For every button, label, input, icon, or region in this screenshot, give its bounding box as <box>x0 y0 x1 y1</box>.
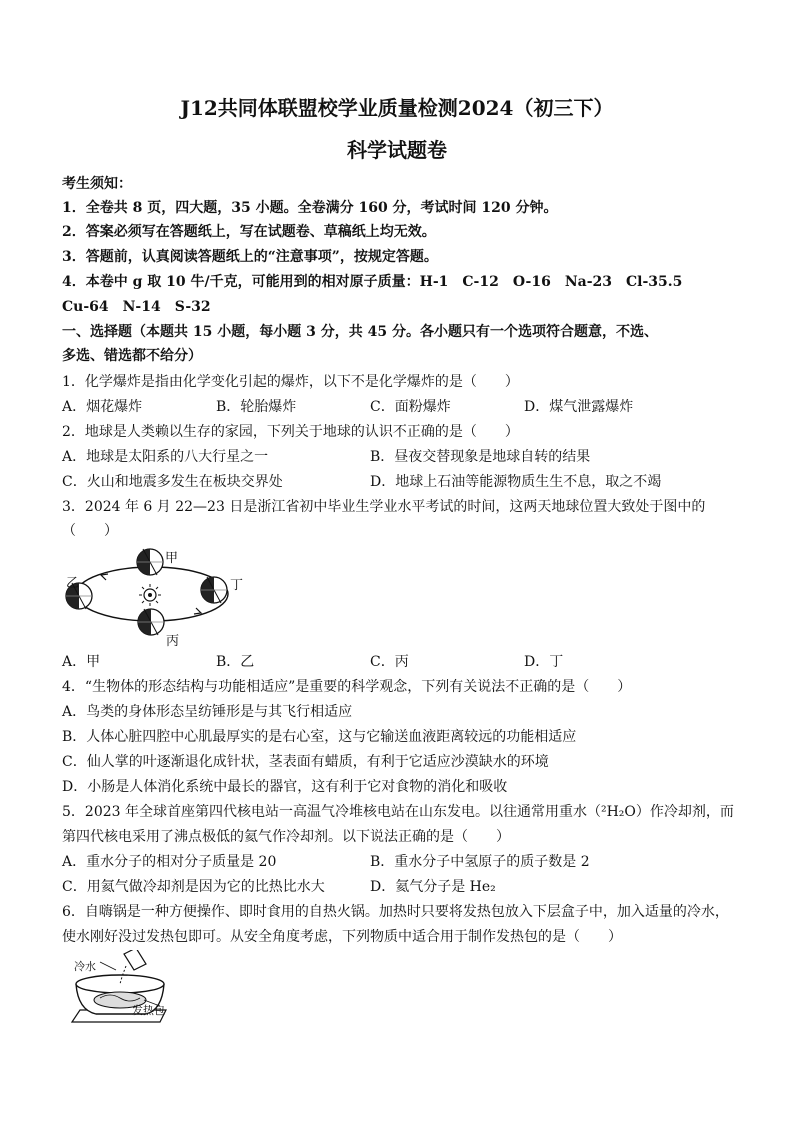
q2-option-b: B．昼夜交替现象是地球自转的结果 <box>370 449 591 465</box>
section-heading: 一、选择题（本题共 15 小题，每小题 3 分，共 45 分。各小题只有一个选项符合题意，不选、 <box>62 324 658 340</box>
figure-label-yi: 乙 <box>66 576 80 591</box>
question-2-stem: 2．地球是人类赖以生存的家园，下列关于地球的认识不正确的是（ ） <box>62 424 519 440</box>
question-6-stem-cont: 使水刚好没过发热包即可。从安全角度考虑，下列物质中适合用于制作发热包的是（ ） <box>62 929 622 945</box>
q2-option-d: D．地球上石油等能源物质生生不息，取之不竭 <box>370 474 662 490</box>
q1-option-c: C．面粉爆炸 <box>370 399 451 415</box>
q2-option-a: A．地球是太阳系的八大行星之一 <box>62 449 269 465</box>
question-6-stem: 6．自嗨锅是一种方便操作、即时食用的自热火锅。加热时只要将发热包放入下层盒子中，加入适量的冷水， <box>62 904 729 920</box>
q5-option-c: C．用氦气做冷却剂是因为它的比热比水大 <box>62 879 325 895</box>
earth-orbit-figure <box>62 544 252 648</box>
figure-label-cold-water: 冷水 <box>74 960 96 973</box>
question-3-stem: 3．2024 年 6 月 22—23 日是浙江省初中毕业生学业水平考试的时间，这两天地球位置大致处于图中的 <box>62 499 706 515</box>
notice-item: Cu-64 N-14 S-32 <box>62 299 211 315</box>
question-1-stem: 1．化学爆炸是指由化学变化引起的爆炸，以下不是化学爆炸的是（ ） <box>62 374 519 390</box>
notice-item: 1．全卷共 8 页，四大题，35 小题。全卷满分 160 分，考试时间 120 分钟。 <box>62 200 558 216</box>
q5-option-b: B．重水分子中氢原子的质子数是 2 <box>370 854 590 870</box>
question-5-stem: 5．2023 年全球首座第四代核电站一高温气冷堆核电站在山东发电。以往通常用重水（²H₂O）作冷却剂，而 <box>62 804 734 820</box>
q4-option-c: C．仙人掌的叶逐渐退化成针状，茎表面有蜡质，有利于它适应沙漠缺水的环境 <box>62 754 549 770</box>
q5-option-d: D．氦气分子是 He₂ <box>370 879 496 895</box>
q1-option-d: D．煤气泄露爆炸 <box>524 399 634 415</box>
figure-label-jia: 甲 <box>165 551 179 566</box>
notice-item: 2．答案必须写在答题纸上，写在试题卷、草稿纸上均无效。 <box>62 224 436 240</box>
notice-item: 4．本卷中 g 取 10 牛/千克，可能用到的相对原子质量：H-1 C-12 O-16 Na-23 Cl-35.5 <box>62 274 683 290</box>
figure-label-bing: 丙 <box>166 634 180 649</box>
notice-item: 3．答题前，认真阅读答题纸上的“注意事项”，按规定答题。 <box>62 249 438 265</box>
q3-option-b: B．乙 <box>216 654 255 670</box>
q1-option-b: B．轮胎爆炸 <box>216 399 297 415</box>
q3-option-a: A．甲 <box>62 654 101 670</box>
q5-option-a: A．重水分子的相对分子质量是 20 <box>62 854 277 870</box>
section-heading-cont: 多选、错选都不给分） <box>62 348 202 364</box>
earth-position-ding <box>201 577 227 603</box>
earth-position-jia <box>137 549 163 575</box>
exam-title: J12共同体联盟校学业质量检测2024（初三下） <box>180 96 614 120</box>
q4-option-d: D．小肠是人体消化系统中最长的器官，这有利于它对食物的消化和吸收 <box>62 779 508 795</box>
question-3-stem-cont: （ ） <box>62 523 118 539</box>
earth-position-bing <box>138 609 164 635</box>
q1-option-a: A．烟花爆炸 <box>62 399 143 415</box>
question-5-stem-cont: 第四代核电采用了沸点极低的氦气作冷却剂。以下说法正确的是（ ） <box>62 829 510 845</box>
figure-label-ding: 丁 <box>230 578 244 593</box>
exam-subtitle: 科学试题卷 <box>347 138 447 162</box>
figure-label-heating-pack: 发热包 <box>132 1004 165 1017</box>
notice-heading: 考生须知： <box>62 176 132 192</box>
q4-option-a: A．鸟类的身体形态呈纺锤形是与其飞行相适应 <box>62 704 353 720</box>
q2-option-c: C．火山和地震多发生在板块交界处 <box>62 474 283 490</box>
q3-option-c: C．丙 <box>370 654 409 670</box>
question-4-stem: 4．“生物体的形态结构与功能相适应”是重要的科学观念，下列有关说法不正确的是（ ） <box>62 679 632 695</box>
q4-option-b: B．人体心脏四腔中心肌最厚实的是右心室，这与它输送血液距离较远的功能相适应 <box>62 729 577 745</box>
q3-option-d: D．丁 <box>524 654 564 670</box>
